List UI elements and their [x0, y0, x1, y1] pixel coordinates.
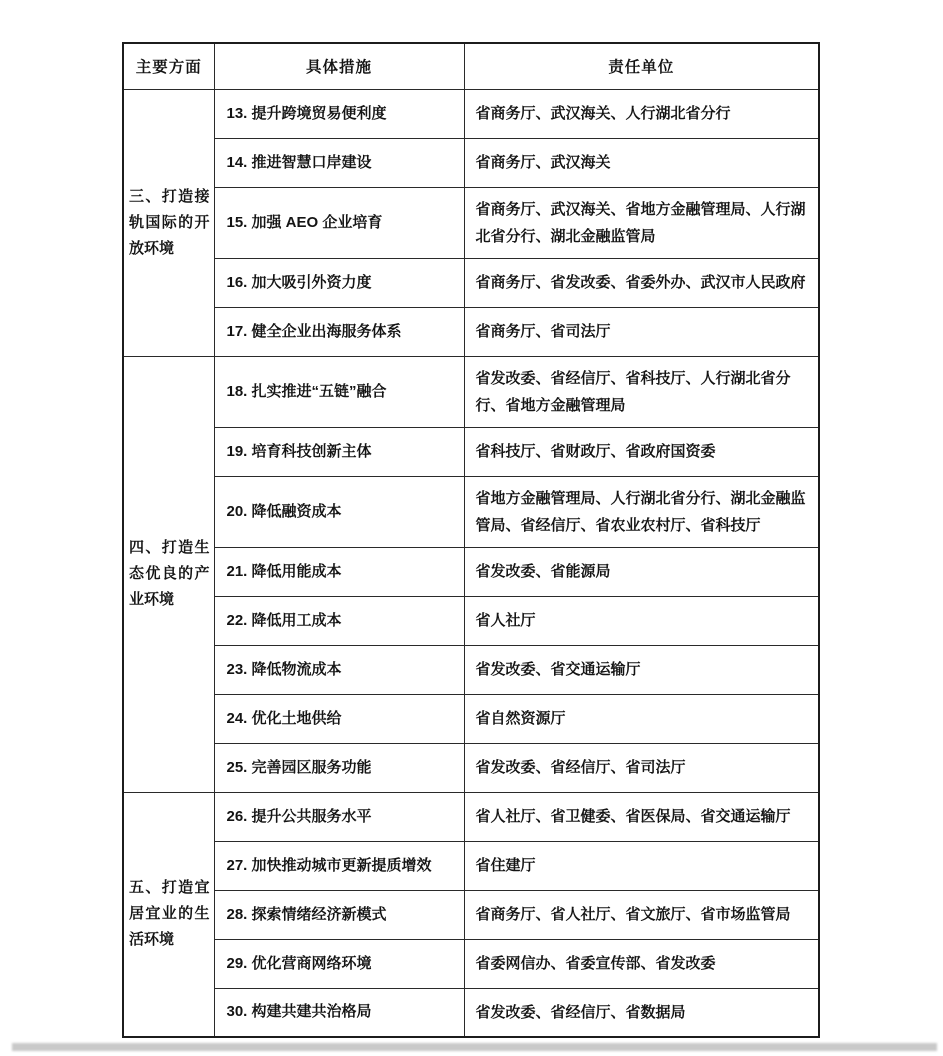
units-cell: 省商务厅、省司法厅: [464, 307, 819, 356]
measure-cell: 25. 完善园区服务功能: [214, 743, 464, 792]
table-row: [123, 476, 819, 547]
page-edge-shadow: [12, 1043, 937, 1051]
header-measure: 具体措施: [214, 43, 464, 89]
header-aspect: 主要方面: [123, 43, 214, 89]
table-row: [123, 89, 819, 138]
aspect-label: 三、打造接轨国际的开放环境: [129, 187, 210, 257]
units-cell: 省发改委、省经信厅、省科技厅、人行湖北省分行、省地方金融管理局: [464, 356, 819, 427]
table-row: [123, 307, 819, 356]
aspect-cell: [123, 89, 214, 356]
table-body: [123, 89, 819, 1037]
aspect-label: 五、打造宜居宜业的生活环境: [129, 879, 210, 949]
measure-cell: 17. 健全企业出海服务体系: [214, 307, 464, 356]
measure-cell: 27. 加快推动城市更新提质增效: [214, 841, 464, 890]
measure-cell: 29. 优化营商网络环境: [214, 939, 464, 988]
table-row: [123, 743, 819, 792]
units-cell: 省商务厅、省发改委、省委外办、武汉市人民政府: [464, 258, 819, 307]
measure-cell: 14. 推进智慧口岸建设: [214, 138, 464, 187]
aspect-cell: [123, 356, 214, 792]
units-cell: 省商务厅、省人社厅、省文旅厅、省市场监管局: [464, 890, 819, 939]
units-cell: 省委网信办、省委宣传部、省发改委: [464, 939, 819, 988]
units-cell: 省发改委、省经信厅、省司法厅: [464, 743, 819, 792]
table-row: [123, 841, 819, 890]
table-row: [123, 645, 819, 694]
table-row: [123, 547, 819, 596]
units-cell: 省发改委、省能源局: [464, 547, 819, 596]
measure-cell: 28. 探索情绪经济新模式: [214, 890, 464, 939]
table-row: [123, 138, 819, 187]
measure-cell: 30. 构建共建共治格局: [214, 988, 464, 1037]
measure-cell: 13. 提升跨境贸易便利度: [214, 89, 464, 138]
measures-table: [122, 42, 820, 1038]
units-cell: 省住建厅: [464, 841, 819, 890]
measure-cell: 21. 降低用能成本: [214, 547, 464, 596]
measure-cell: 26. 提升公共服务水平: [214, 792, 464, 841]
measure-cell: 15. 加强 AEO 企业培育: [214, 187, 464, 258]
units-cell: 省人社厅、省卫健委、省医保局、省交通运输厅: [464, 792, 819, 841]
table-row: [123, 187, 819, 258]
table-row: [123, 596, 819, 645]
units-cell: 省地方金融管理局、人行湖北省分行、湖北金融监管局、省经信厅、省农业农村厅、省科技厅: [464, 476, 819, 547]
measure-cell: 23. 降低物流成本: [214, 645, 464, 694]
measure-cell: 19. 培育科技创新主体: [214, 427, 464, 476]
units-cell: 省商务厅、武汉海关、人行湖北省分行: [464, 89, 819, 138]
table-header: [123, 43, 819, 89]
units-cell: 省人社厅: [464, 596, 819, 645]
units-cell: 省科技厅、省财政厅、省政府国资委: [464, 427, 819, 476]
measure-cell: 16. 加大吸引外资力度: [214, 258, 464, 307]
measure-cell: 18. 扎实推进“五链”融合: [214, 356, 464, 427]
table-row: [123, 890, 819, 939]
aspect-label: 四、打造生态优良的产业环境: [129, 539, 210, 608]
table-row: [123, 427, 819, 476]
measure-cell: 20. 降低融资成本: [214, 476, 464, 547]
aspect-cell: [123, 792, 214, 1037]
table-row: [123, 258, 819, 307]
header-row: [123, 43, 819, 89]
table-row: [123, 939, 819, 988]
units-cell: 省发改委、省交通运输厅: [464, 645, 819, 694]
units-cell: 省自然资源厅: [464, 694, 819, 743]
units-cell: 省商务厅、武汉海关、省地方金融管理局、人行湖北省分行、湖北金融监管局: [464, 187, 819, 258]
units-cell: 省商务厅、武汉海关: [464, 138, 819, 187]
units-cell: 省发改委、省经信厅、省数据局: [464, 988, 819, 1037]
measure-cell: 22. 降低用工成本: [214, 596, 464, 645]
table-row: [123, 694, 819, 743]
table-row: [123, 988, 819, 1037]
measure-cell: 24. 优化土地供给: [214, 694, 464, 743]
table-row: [123, 356, 819, 427]
table-row: [123, 792, 819, 841]
header-units: 责任单位: [464, 43, 819, 89]
